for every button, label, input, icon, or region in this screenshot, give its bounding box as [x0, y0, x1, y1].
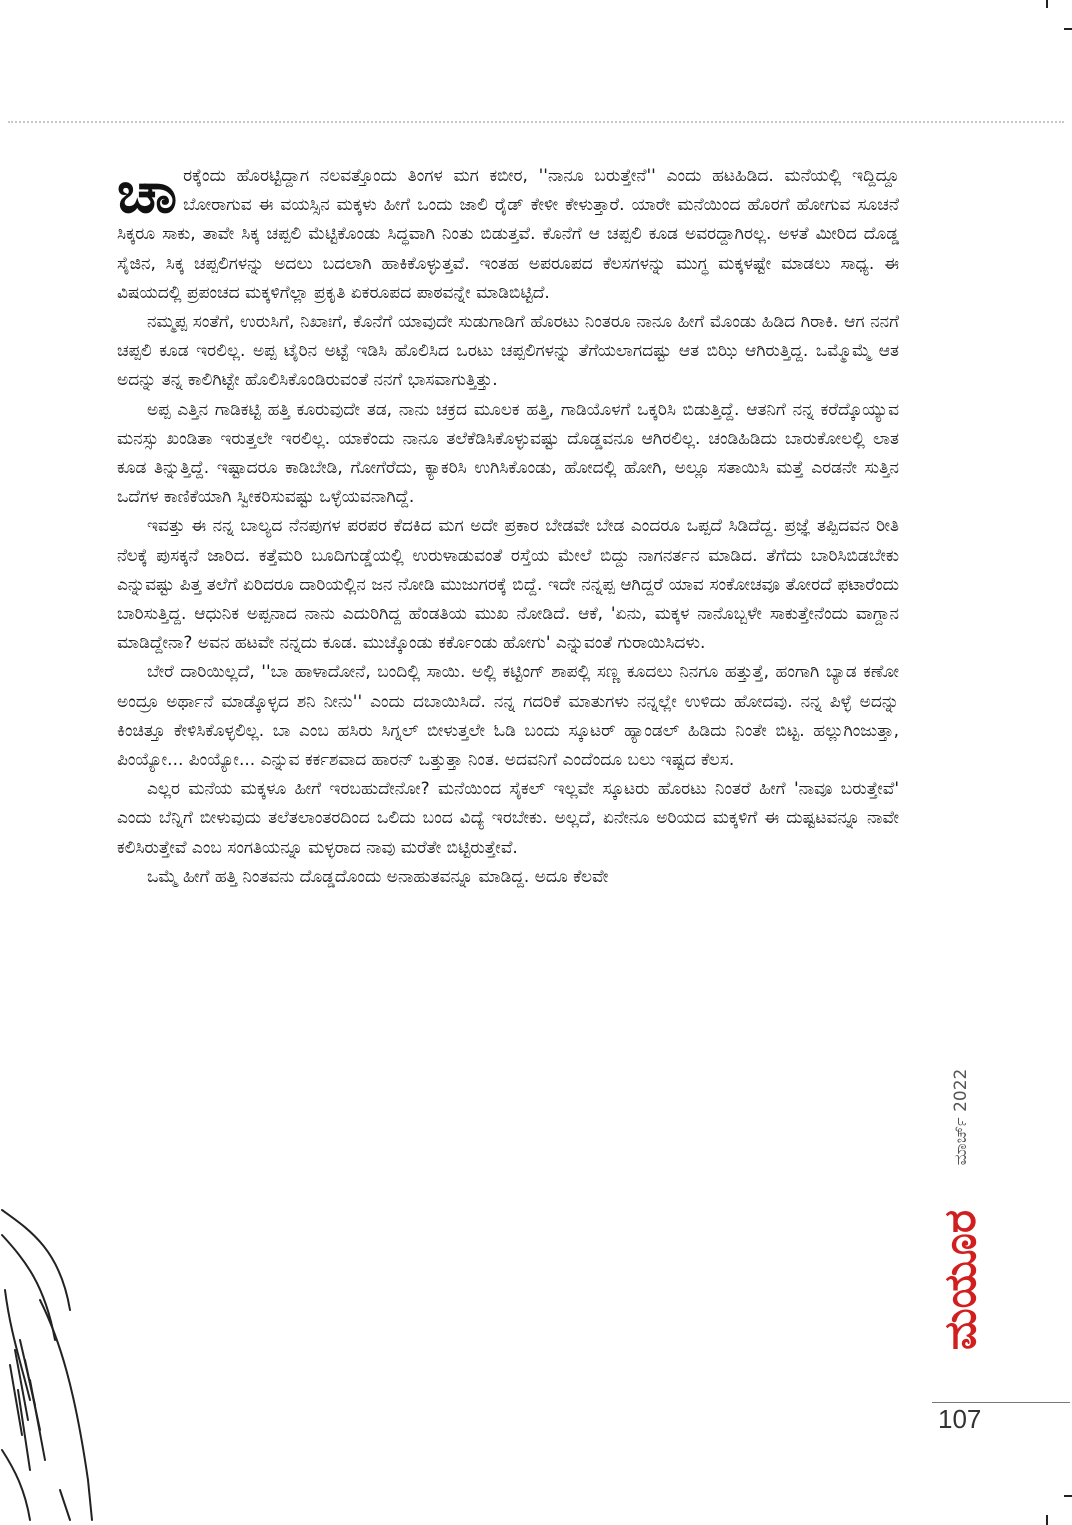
crop-mark-right-low	[1064, 1495, 1072, 1497]
magazine-name: ಮಯೂರ	[935, 1209, 986, 1351]
paragraph-1-text: ರಕ್ಕೆಂದು ಹೊರಟ್ಟಿದ್ದಾಗ ನಲವತ್ತೊಂದು ತಿಂಗಳ ಮಗ ಕಬೀರ, ''ನಾನೂ ಬರುತ್ತೇನೆ'' ಎಂದು ಹಟಹಿಡಿದ. ಮನೆಯಲ್ಲಿ ಇದ್ದಿದ್ದೂ ಬೋರಾಗುವ ಈ ವಯಸ್ಸಿನ ಮಕ್ಕಳು ಹೀಗೆ ಒಂದು ಜಾಲಿ ರೈಡ್ ಕೇಳೀ ಕೇಳುತ್ತಾರೆ. ಯಾರೇ ಮನೆಯಿಂದ ಹೊರಗೆ ಹೋಗುವ ಸೂಚನೆ ಸಿಕ್ಕರೂ ಸಾಕು, ತಾವೇ ಸಿಕ್ಕ ಚಪ್ಪಲಿ ಮೆಟ್ಟಿಕೊಂಡು ಸಿದ್ಧವಾಗಿ ನಿಂತು ಬಿಡುತ್ತವೆ. ಕೊನೆಗೆ ಆ ಚಪ್ಪಲಿ ಕೂಡ ಅವರದ್ದಾಗಿರಲ್ಲ. ಅಳತೆ ಮೀರಿದ ದೊಡ್ಡ ಸೈಜಿನ, ಸಿಕ್ಕ ಚಪ್ಪಲಿಗಳನ್ನು ಅದಲು ಬದಲಾಗಿ ಹಾಕಿಕೊಳ್ಳುತ್ತವೆ. ಇಂತಹ ಅಪರೂಪದ ಕೆಲಸಗಳನ್ನು ಮುಗ್ಧ ಮಕ್ಕಳಷ್ಟೇ ಮಾಡಲು ಸಾಧ್ಯ. ಈ ವಿಷಯದಲ್ಲಿ ಪ್ರಪಂಚದ ಮಕ್ಕಳಿಗೆಲ್ಲಾ ಪ್ರಕೃತಿ ಏಕರೂಪದ ಪಾಠವನ್ನೇ ಮಾಡಿಬಿಟ್ಟಿದೆ.	[117, 166, 899, 303]
paragraph-5: ಬೇರೆ ದಾರಿಯಿಲ್ಲದೆ, ''ಬಾ ಹಾಳಾದೋನೆ, ಬಂದಿಲ್ಲಿ ಸಾಯಿ. ಅಲ್ಲಿ ಕಟ್ಟಿಂಗ್ ಶಾಪಲ್ಲಿ ಸಣ್ಣ ಕೂದಲು ನಿನಗೂ ಹತ್ತುತ್ತೆ, ಹಂಗಾಗಿ ಬ್ಯಾಡ ಕಣೋ ಅಂದ್ರೂ ಅರ್ಥಾನೆ ಮಾಡ್ಕೊಳ್ಳದ ಶನಿ ನೀನು'' ಎಂದು ದಬಾಯಿಸಿದೆ. ನನ್ನ ಗದರಿಕೆ ಮಾತುಗಳು ನನ್ನಲ್ಲೇ ಉಳಿದು ಹೋದವು. ನನ್ನ ಪಿಳ್ಳೆ ಅದನ್ನು ಕಿಂಚಿತ್ತೂ ಕೇಳಿಸಿಕೊಳ್ಳಲಿಲ್ಲ. ಬಾ ಎಂಬ ಹಸಿರು ಸಿಗ್ನಲ್ ಬೀಳುತ್ತಲೇ ಓಡಿ ಬಂದು ಸ್ಕೂಟರ್ ಹ್ಯಾಂಡಲ್ ಹಿಡಿದು ನಿಂತೇ ಬಿಟ್ಟ. ಹಲ್ಲುಗಿಂಜುತ್ತಾ, ಪಿಂಯ್ಯೋ... ಪಿಂಯ್ಯೋ... ಎನ್ನುವ ಕರ್ಕಶವಾದ ಹಾರನ್ ಒತ್ತುತ್ತಾ ನಿಂತ. ಅದವನಿಗೆ ಎಂದೆಂದೂ ಬಲು ಇಷ್ಟದ ಕೆಲಸ.	[117, 662, 899, 771]
illustration-sketch	[0, 1190, 110, 1525]
drop-cap: ಚಾ	[117, 158, 178, 226]
magazine-side-label	[936, 1060, 986, 1405]
page-number: 107	[938, 1404, 982, 1434]
header-dotted-rule	[8, 121, 1064, 123]
page-number-rule	[932, 1402, 1070, 1403]
issue-date: ಮಾರ್ಚ್ 2022	[951, 1068, 971, 1166]
paragraph-7: ಒಮ್ಮೆ ಹೀಗೆ ಹತ್ತಿ ನಿಂತವನು ದೊಡ್ಡದೊಂದು ಅನಾಹುತವನ್ನೂ ಮಾಡಿದ್ದ. ಅದೂ ಕೆಲವೇ	[147, 866, 609, 887]
paragraph-3: ಅಪ್ಪ ಎತ್ತಿನ ಗಾಡಿಕಟ್ಟಿ ಹತ್ತಿ ಕೂರುವುದೇ ತಡ, ನಾನು ಚಕ್ರದ ಮೂಲಕ ಹತ್ತಿ, ಗಾಡಿಯೊಳಗೆ ಒಕ್ಕರಿಸಿ ಬಿಡುತ್ತಿದ್ದೆ. ಆತನಿಗೆ ನನ್ನ ಕರೆದ್ಕೊಯ್ಯುವ ಮನಸ್ಸು ಖಂಡಿತಾ ಇರುತ್ತಲೇ ಇರಲಿಲ್ಲ. ಯಾಕೆಂದು ನಾನೂ ತಲೆಕೆಡಿಸಿಕೊಳ್ಳುವಷ್ಟು ದೊಡ್ಡವನೂ ಆಗಿರಲಿಲ್ಲ. ಚಂಡಿಹಿಡಿದು ಬಾರುಕೋಲಲ್ಲಿ ಲಾತ ಕೂಡ ತಿನ್ನುತ್ತಿದ್ದೆ. ಇಷ್ಟಾದರೂ ಕಾಡಿಬೇಡಿ, ಗೋಗೆರೆದು, ಕ್ಯಾಕರಿಸಿ ಉಗಿಸಿಕೊಂಡು, ಹೋದಲ್ಲಿ ಹೋಗಿ, ಅಲ್ಲೂ ಸತಾಯಿಸಿ ಮತ್ತೆ ಎರಡನೇ ಸುತ್ತಿನ ಒದೆಗಳ ಕಾಣಿಕೆಯಾಗಿ ಸ್ವೀಕರಿಸುವಷ್ಟು ಒಳ್ಳೆಯವನಾಗಿದ್ದೆ.	[117, 399, 899, 508]
crop-mark-top-right	[1046, 0, 1048, 8]
article-body	[117, 158, 899, 892]
crop-mark-bottom-right	[1046, 1515, 1048, 1525]
crop-mark-right-mid	[1064, 28, 1072, 30]
paragraph-2: ನಮ್ಮಪ್ಪ ಸಂತೆಗೆ, ಉರುಸಿಗೆ, ನಿಖಾಃಗೆ, ಕೊನೆಗೆ ಯಾವುದೇ ಸುಡುಗಾಡಿಗೆ ಹೊರಟು ನಿಂತರೂ ನಾನೂ ಹೀಗೆ ಮೊಂಡು ಹಿಡಿದ ಗಿರಾಕಿ. ಆಗ ನನಗೆ ಚಪ್ಪಲಿ ಕೂಡ ಇರಲಿಲ್ಲ. ಅಪ್ಪ ಟೈರಿನ ಅಟ್ಟೆ ಇಡಿಸಿ ಹೊಲಿಸಿದ ಒರಟು ಚಪ್ಪಲಿಗಳನ್ನು ತೆಗೆಯಲಾಗದಷ್ಟು ಆತ ಬಿಝಿ ಆಗಿರುತ್ತಿದ್ದ. ಒಮ್ಮೊಮ್ಮೆ ಆತ ಅದನ್ನು ತನ್ನ ಕಾಲಿಗಿಟ್ಟೇ ಹೊಲಿಸಿಕೊಂಡಿರುವಂತೆ ನನಗೆ ಭಾಸವಾಗುತ್ತಿತ್ತು.	[117, 312, 899, 391]
paragraph-6: ಎಲ್ಲರ ಮನೆಯ ಮಕ್ಕಳೂ ಹೀಗೆ ಇರಬಹುದೇನೋ? ಮನೆಯಿಂದ ಸೈಕಲ್ ಇಲ್ಲವೇ ಸ್ಕೂಟರು ಹೊರಟು ನಿಂತರೆ ಹೀಗೆ 'ನಾವೂ ಬರುತ್ತೇವೆ' ಎಂದು ಬೆನ್ನಿಗೆ ಬೀಳುವುದು ತಲೆತಲಾಂತರದಿಂದ ಒಲಿದು ಬಂದ ವಿದ್ಯೆ ಇರಬೇಕು. ಅಲ್ಲದೆ, ಏನೇನೂ ಅರಿಯದ ಮಕ್ಕಳಿಗೆ ಈ ದುಷ್ಟಟವನ್ನೂ ನಾವೇ ಕಲಿಸಿರುತ್ತೇವೆ ಎಂಬ ಸಂಗತಿಯನ್ನೂ ಮಳ್ಳರಾದ ನಾವು ಮರೆತೇ ಬಿಟ್ಟಿರುತ್ತೇವೆ.	[117, 779, 899, 858]
paragraph-1	[117, 158, 899, 308]
paragraph-4: ಇವತ್ತು ಈ ನನ್ನ ಬಾಲ್ಯದ ನೆನಪುಗಳ ಪರಪರ ಕೆದಕಿದ ಮಗ ಅದೇ ಪ್ರಕಾರ ಬೇಡವೇ ಬೇಡ ಎಂದರೂ ಒಪ್ಪದೆ ಸಿಡಿದೆದ್ದ. ಪ್ರಜ್ಞೆ ತಪ್ಪಿದವನ ರೀತಿ ನೆಲಕ್ಕೆ ಪುಸಕ್ಕನೆ ಜಾರಿದ. ಕತ್ತೆಮರಿ ಬೂದಿಗುಡ್ಡೆಯಲ್ಲಿ ಉರುಳಾಡುವಂತೆ ರಸ್ತೆಯ ಮೇಲೆ ಬಿದ್ದು ನಾಗನರ್ತನ ಮಾಡಿದ. ತೆಗೆದು ಬಾರಿಸಿಬಿಡಬೇಕು ಎನ್ನುವಷ್ಟು ಪಿತ್ತ ತಲೆಗೆ ಏರಿದರೂ ದಾರಿಯಲ್ಲಿನ ಜನ ನೋಡಿ ಮುಜುಗರಕ್ಕೆ ಬಿದ್ದೆ. ಇದೇ ನನ್ನಪ್ಪ ಆಗಿದ್ದರೆ ಯಾವ ಸಂಕೋಚವೂ ತೋರದೆ ಫಟಾರೆಂದು ಬಾರಿಸುತ್ತಿದ್ದ. ಆಧುನಿಕ ಅಪ್ಪನಾದ ನಾನು ಎದುರಿಗಿದ್ದ ಹೆಂಡತಿಯ ಮುಖ ನೋಡಿದೆ. ಆಕೆ, 'ಏನು, ಮಕ್ಕಳ ನಾನೊಬ್ಬಳೇ ಸಾಕುತ್ತೇನೆಂದು ವಾಗ್ದಾನ ಮಾಡಿದ್ದೇನಾ? ಅವನ ಹಟವೇ ನನ್ನದು ಕೂಡ. ಮುಚ್ಕೊಂಡು ಕರ್ಕೊಂಡು ಹೋಗು' ಎನ್ನುವಂತೆ ಗುರಾಯಿಸಿದಳು.	[117, 516, 899, 654]
